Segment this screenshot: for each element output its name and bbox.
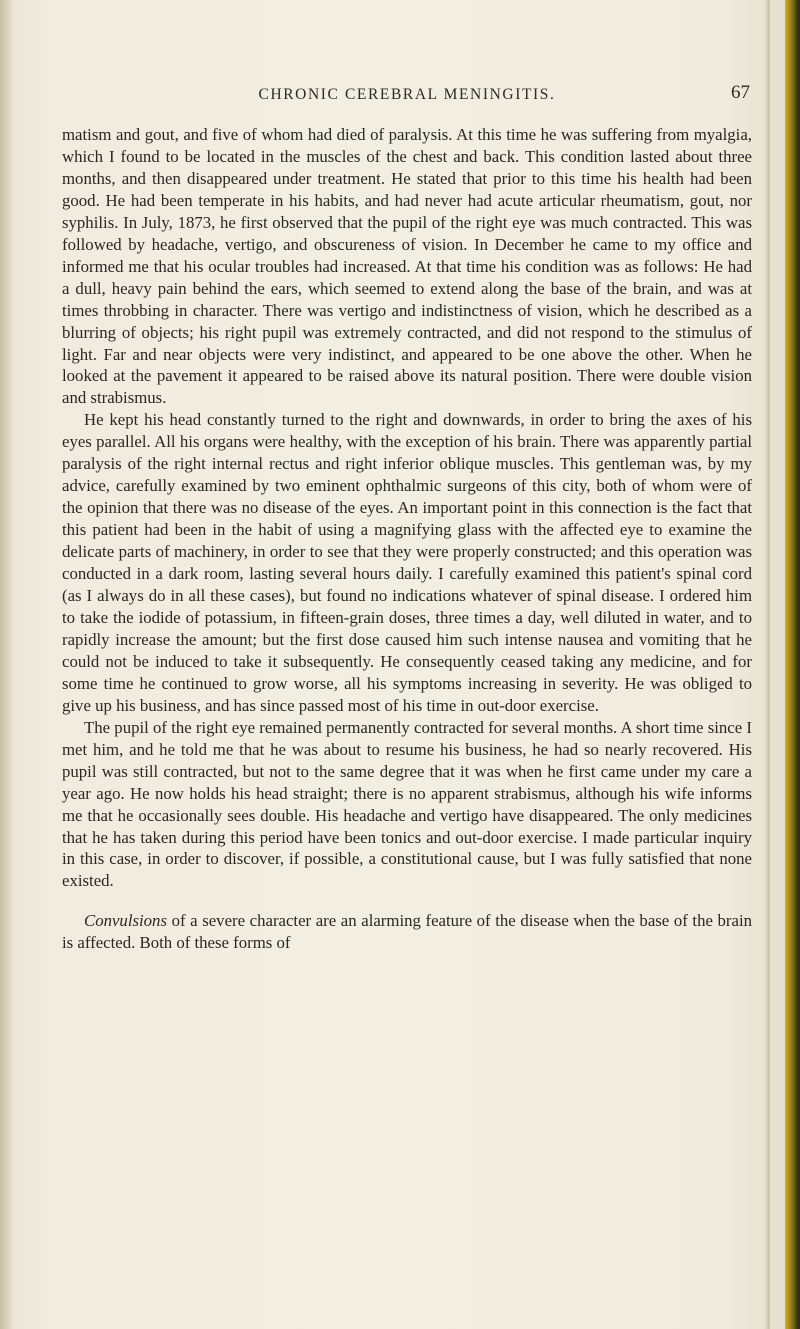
paragraph-1: matism and gout, and five of whom had died of paralysis. At this time he was suffering from myalgia, which I found to be located in the muscles of the chest and back. This condition lasted about three months, and then disappeared under treatment. He stated that prior to this time his health had been good. He had been temperate in his habits, and had never had acute articular rheumatism, gout, nor syphilis. In July, 1873, he first observed that the pupil of the right eye was much contracted. This was followed by headache, vertigo, and obscureness of vision. In December he came to my office and informed me that his ocular troubles had increased. At that time his condition was as follows: He had a dull, heavy pain behind the ears, which seemed to extend along the base of the brain, and was at times throbbing in character. There was vertigo and indistinctness of vision, which he described as a blurring of objects; his right pupil was extremely contracted, and did not respond to the stimulus of light. Far and near objects were very indistinct, and appeared to be one above the other. When he looked at the pavement it appeared to be raised above its natural position. There were double vision and strabismus.	[62, 125, 752, 408]
paragraph-4-italic-term: Convulsions	[84, 911, 167, 931]
book-edge	[785, 0, 800, 1329]
running-title: CHRONIC CEREBRAL MENINGITIS.	[258, 86, 556, 103]
paragraph-4-text: of a severe character are an alarming feature of the disease when the base of the brain is affected. Both of these forms of	[62, 911, 752, 953]
page-gutter-shadow	[0, 0, 14, 1329]
body-text	[62, 124, 752, 954]
paragraph-2: He kept his head constantly turned to the right and downwards, in order to bring the axes of his eyes parallel. All his organs were healthy, with the exception of his brain. There was apparently partial paralysis of the right internal rectus and right inferior oblique muscles. This gentleman was, by my advice, carefully examined by two eminent ophthalmic surgeons of this city, both of whom were of the opinion that there was no disease of the eyes. An important point in this connection is the fact that this patient had been in the habit of using a magnifying glass with the affected eye to examine the delicate parts of machinery, in order to see that they were properly constructed; and this operation was conducted in a dark room, lasting several hours daily. I carefully examined this patient's spinal cord (as I always do in all these cases), but found no indications whatever of spinal disease. I ordered him to take the iodide of potassium, in fifteen-grain doses, three times a day, well diluted in water, and to rapidly increase the amount; but the first dose caused him such intense nausea and vomiting that he could not be induced to take it subsequently. He consequently ceased taking any medicine, and for some time he continued to grow worse, all his symptoms increasing in severity. He was obliged to give up his business, and has since passed most of his time in out-door exercise.	[62, 410, 752, 715]
page-header	[62, 82, 752, 112]
page-edge-shadow	[764, 0, 770, 1329]
paragraph-3: The pupil of the right eye remained permanently contracted for several months. A short time since I met him, and he told me that he was about to resume his business, he had so nearly recovered. His pupil was still contracted, but not to the same degree that it was when he first came under my care a year ago. He now holds his head straight; there is no apparent strabismus, although his wife informs me that he occasionally sees double. His headache and vertigo have disappeared. The only medicines that he has taken during this period have been tonics and out-door exercise. I made particular inquiry in this case, in order to discover, if possible, a constitutional cause, but I was fully satisfied that none existed.	[62, 717, 752, 891]
page-number: 67	[731, 82, 750, 103]
paragraph-4	[62, 910, 752, 954]
